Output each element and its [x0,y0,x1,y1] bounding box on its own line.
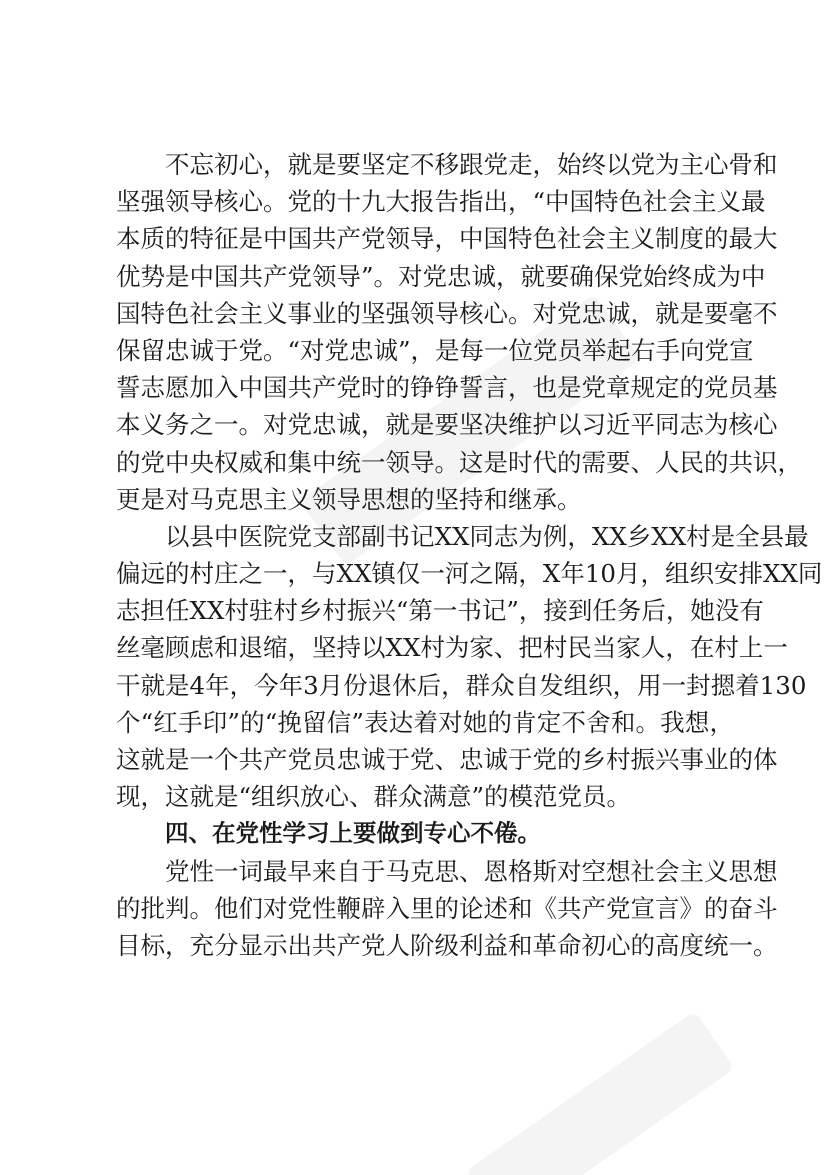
paragraph-3-line-2: 的批判。他们对党性鞭辟入里的论述和《共产党宣言》的奋斗 [116,893,778,923]
paragraph-1-line-7: 誓志愿加入中国共产党时的铮铮誓言，也是党章规定的党员基 [116,373,778,403]
paragraph-2-line-6: 个“红手印”的“挽留信”表达着对她的肯定不舍和。我想， [116,707,734,737]
document-body [116,146,823,964]
paragraph-1-line-1: 不忘初心，就是要坚定不移跟党走，始终以党为主心骨和 [165,150,778,179]
section-heading: 四、在党性学习上要做到专心不倦。 [165,819,541,848]
paragraph-1-line-5: 国特色社会主义事业的坚强领导核心。对党忠诚，就是要毫不 [116,298,778,328]
paragraph-2-line-7: 这就是一个共产党员忠诚于党、忠诚于党的乡村振兴事业的体 [116,745,778,774]
paragraph-1-line-4: 优势是中国共产党领导”。对党忠诚，就要确保党始终成为中 [116,261,766,291]
paragraph-2-line-3: 志担任XX村驻村乡村振兴“第一书记”，接到任务后，她没有 [116,596,764,626]
paragraph-3-line-3: 目标，充分显示出共产党人阶级利益和革命初心的高度统一。 [116,930,778,960]
paragraph-2-line-8: 现，这就是“组织放心、群众满意”的模范党员。 [116,782,632,812]
paragraph-2-line-4: 丝毫顾虑和退缩，坚持以XX村为家、把村民当家人，在村上一 [116,633,788,663]
paragraph-3-line-1: 党性一词最早来自于马克思、恩格斯对空想社会主义思想 [165,856,778,886]
paragraph-1-line-9: 的党中央权威和集中统一领导。这是时代的需要、人民的共识， [116,447,802,477]
paragraph-1-line-2: 坚强领导核心。党的十九大报告指出，“中国特色社会主义最 [116,187,766,217]
paragraph-1-line-10: 更是对马克思主义领导思想的坚持和继承。 [116,484,582,514]
paragraph-1-line-3: 本质的特征是中国共产党领导，中国特色社会主义制度的最大 [116,224,778,254]
paragraph-2-line-2: 偏远的村庄之一，与XX镇仅一河之隔，X年10月，组织安排XX同 [116,559,823,589]
paragraph-1-line-6: 保留忠诚于党。“对党忠诚”，是每一位党员举起右手向党宣 [116,335,754,365]
paragraph-2-line-5: 干就是4年，今年3月份退休后，群众自发组织，用一封摁着130 [116,670,807,700]
paragraph-1-line-8: 本义务之一。对党忠诚，就是要坚决维护以习近平同志为核心 [116,410,778,440]
paragraph-2-line-1: 以县中医院党支部副书记XX同志为例，XX乡XX村是全县最 [165,521,809,551]
